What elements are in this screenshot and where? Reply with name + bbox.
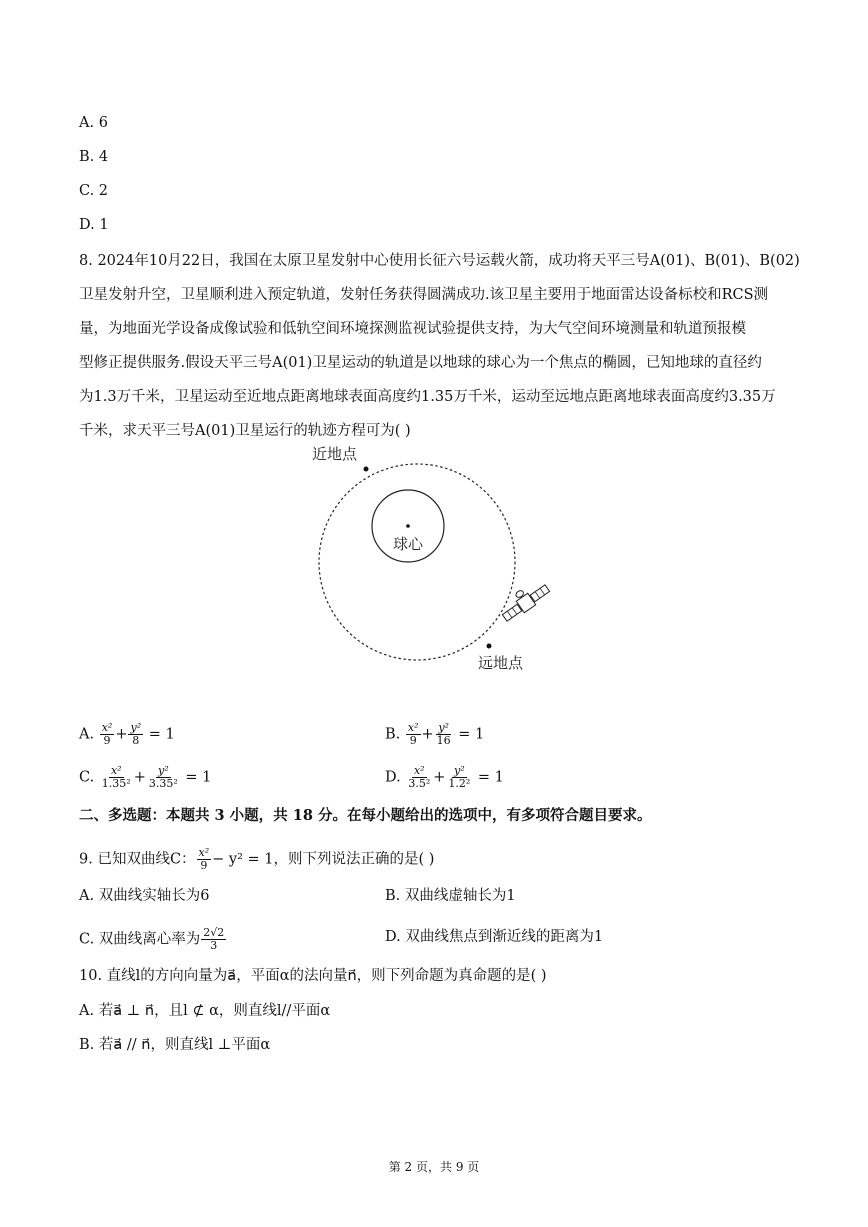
fraction: $\frac{\text{x²}}{\text{3.5²}}$ [408, 764, 431, 790]
q7-option-b: B. 4 [79, 149, 109, 165]
apogee-dot [487, 644, 492, 649]
fraction: $\frac{\text{x²}}{9}$ [407, 721, 419, 747]
q10-option-b: B. 若a⃗ // n⃗，则直线l ⊥平面α [79, 1037, 271, 1053]
perigee-dot [364, 467, 369, 472]
fraction: $\frac{\text{y²}}{\text{1.2²}}$ [448, 764, 471, 790]
q8-line-2: 卫星发射升空，卫星顺利进入预定轨道，发射任务获得圆满成功.该卫星主要用于地面雷达设备标校和RCS测 [79, 287, 769, 303]
q7-option-d: D. 1 [79, 217, 109, 233]
q9-option-c: C. 双曲线离心率为 $\frac{2√2}{3}$ [79, 926, 225, 952]
apogee-label: 远地点 [478, 654, 524, 672]
orbit-ellipse [319, 464, 515, 660]
q8-line-4: 型修正提供服务.假设天平三号A(01)卫星运动的轨道是以地球的球心为一个焦点的椭圆，已知地球的直径约 [79, 355, 762, 371]
q7-option-a: A. 6 [79, 115, 108, 131]
q8-line-6: 千米，求天平三号A(01)卫星运行的轨迹方程可为( ) [79, 423, 411, 439]
q8-line-3: 量，为地面光学设备成像试验和低轨空间环境探测监视试验提供支持，为大气空间环境测量和轨道预报模 [79, 321, 746, 337]
fraction: $\frac{\text{x²}}{\text{1.35²}}$ [101, 764, 131, 790]
q8-option-c: C. $\frac{\text{x²}}{\text{1.35²}}$ + $\frac{\text{y²}}{\text{3.35²}}$ = 1 [79, 764, 212, 790]
q8-option-b: B. $\frac{\text{x²}}{9}$ + $\frac{\text{y²}}{16}$ = 1 [385, 721, 485, 747]
fraction: $\frac{\text{y²}}{\text{3.35²}}$ [148, 764, 178, 790]
q10-stem: 10. 直线l的方向向量为a⃗，平面α的法向量n⃗，则下列命题为真命题的是( ) [79, 968, 547, 984]
earth-center-dot [406, 524, 410, 528]
q8-option-d: D. $\frac{\text{x²}}{\text{3.5²}}$ + $\frac{\text{y²}}{\text{1.2²}}$ = 1 [385, 764, 504, 790]
fraction: $\frac{2√2}{3}$ [203, 926, 225, 952]
q8-line-5: 为1.3万千米，卫星运动至近地点距离地球表面高度约1.35万千米，运动至远地点距离地球表面高度约3.35万 [79, 389, 776, 405]
q10-option-a: A. 若a⃗ ⊥ n⃗，且l ⊄ α，则直线l//平面α [79, 1003, 331, 1019]
q7-option-c: C. 2 [79, 183, 109, 199]
fraction: $\frac{\text{y²}}{8}$ [130, 721, 142, 747]
section-heading: 二、多选题：本题共 3 小题，共 18 分。在每小题给出的选项中，有多项符合题目要求。 [79, 807, 652, 824]
q9-option-d: D. 双曲线焦点到渐近线的距离为1 [385, 929, 604, 945]
fraction: $\frac{\text{y²}}{16}$ [436, 721, 451, 747]
q8-line-1: 8. 2024年10月22日，我国在太原卫星发射中心使用长征六号运载火箭，成功将天平三号A(01)、B(01)、B(02) [79, 253, 800, 269]
q8-option-a: A. $\frac{\text{x²}}{9}$ + $\frac{\text{y²}}{8}$ = 1 [79, 721, 175, 747]
q9-option-b: B. 双曲线虚轴长为1 [385, 888, 516, 904]
fraction: $\frac{\text{x²}}{9}$ [198, 846, 210, 872]
orbit-diagram [300, 435, 570, 680]
fraction: $\frac{\text{x²}}{9}$ [101, 721, 113, 747]
page-footer: 第 2 页，共 9 页 [388, 1160, 480, 1174]
perigee-label: 近地点 [312, 445, 358, 463]
center-label: 球心 [393, 535, 424, 553]
satellite-icon [497, 577, 552, 624]
q9-stem: 9. 已知双曲线C： $\frac{\text{x²}}{9}$ − y² = 1，则下列说法正确的是( ) [79, 846, 435, 872]
q9-option-a: A. 双曲线实轴长为6 [79, 888, 210, 904]
